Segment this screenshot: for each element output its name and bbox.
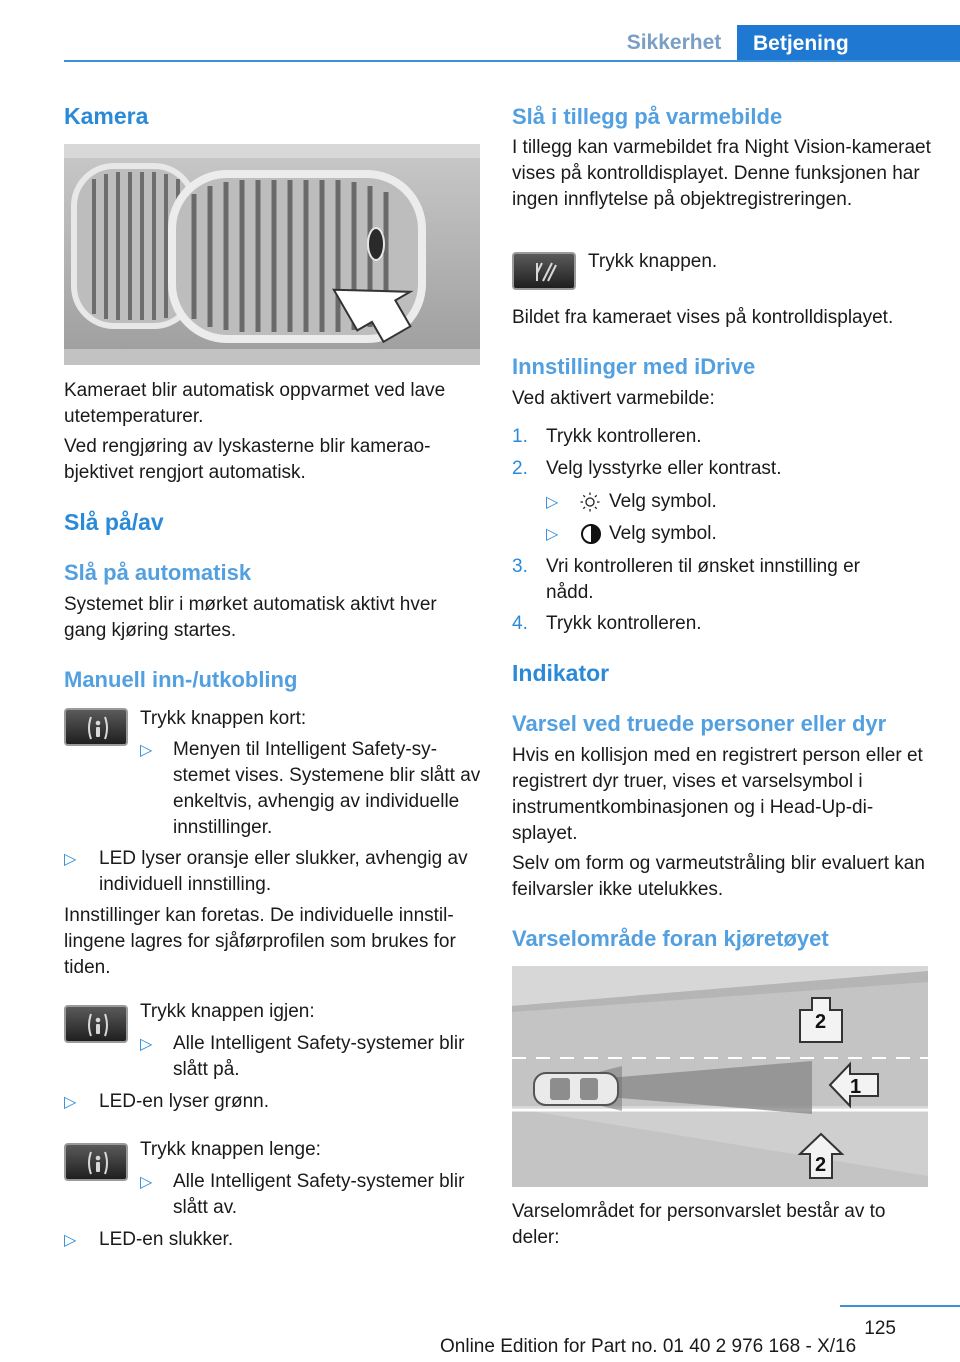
step-text: Velg lysstyrke eller kontrast.	[546, 458, 782, 479]
tab-betjening[interactable]: Betjening	[737, 25, 960, 62]
bullet-triangle-icon: ▷	[546, 494, 559, 511]
safety-icon	[86, 1012, 110, 1038]
varsel-paragraph-1: Hvis en kollisjon med en registrert person eller et registrert dyr truer, vises et varselsymbol i instrumentkombinasjonen og i Head-Up-displayet.	[512, 745, 923, 844]
header-rule	[64, 60, 960, 62]
varmebilde-paragraph: I tillegg kan varmebildet fra Night Vision-kameraet vises på kontrolldisplayet. Denne funksjonen har ingen innflytelse på objektregistreringen.	[512, 137, 931, 210]
subtitle-sla-pa-automatisk: Slå på automatisk	[64, 560, 252, 585]
section-title-indikator: Indikator	[512, 660, 610, 686]
bullet-triangle-icon: ▷	[140, 742, 153, 759]
lenge-item-2: LED-en slukker.	[99, 1229, 234, 1250]
step-text: Vri kontrolleren til ønsket innstilling er nådd.	[546, 556, 860, 603]
subtitle-manuell: Manuell inn-/utkobling	[64, 667, 298, 692]
subtitle-varsel: Varsel ved truede personer eller dyr	[512, 711, 887, 736]
tab-sikkerhet[interactable]: Sikkerhet	[626, 31, 722, 54]
trykk-lenge-label: Trykk knappen lenge:	[140, 1139, 321, 1160]
varsel-paragraph-2: Selv om form og varmeutstråling blir evaluert kan feilvarsler ikke utelukkes.	[512, 853, 925, 900]
igjen-item-1: Alle Intelligent Safety-systemer blir slått på.	[173, 1033, 465, 1080]
kort-item-1: Menyen til Intelligent Safety-systemet vises. Systemene blir slått av enkeltvis, avhengig av individuelle innstillinger.	[173, 739, 481, 838]
step-text: Trykk kontrolleren.	[546, 426, 702, 447]
step-text: Trykk kontrolleren.	[546, 613, 702, 634]
subtitle-varmebilde: Slå i tillegg på varmebilde	[512, 104, 783, 129]
brightness-icon	[580, 492, 600, 512]
sub-step-1: Velg symbol.	[609, 491, 717, 512]
zone-1-label: 1	[850, 1076, 862, 1098]
night-vision-icon	[534, 259, 558, 285]
subtitle-varselomrade: Varselområde foran kjøretøyet	[512, 926, 829, 951]
omrade-paragraph: Varselområdet for personvarslet består av to deler:	[512, 1201, 886, 1248]
zone-2-bottom-label: 2	[815, 1154, 827, 1176]
innstillinger-paragraph: Innstillinger kan foretas. De individuelle innstillingene lagres for sjåførprofilen som brukes for tiden.	[64, 905, 456, 978]
step-number: 2.	[512, 458, 528, 479]
bullet-triangle-icon: ▷	[64, 851, 77, 868]
step-number: 1.	[512, 426, 528, 447]
section-title-sla-pa-av: Slå på/av	[64, 509, 164, 535]
step-number: 4.	[512, 613, 528, 634]
lenge-item-1: Alle Intelligent Safety-systemer blir slått av.	[173, 1171, 465, 1218]
intelligent-safety-button[interactable]	[64, 1005, 128, 1043]
bullet-triangle-icon: ▷	[546, 526, 559, 543]
camera-grille-image	[64, 144, 480, 365]
bullet-triangle-icon: ▷	[140, 1036, 153, 1053]
zone-2-top-label: 2	[815, 1011, 827, 1033]
kamera-paragraph-1: Kameraet blir automatisk oppvarmet ved lave utetemperaturer.	[64, 380, 446, 427]
page-number: 125	[864, 1318, 896, 1339]
sub-step-2: Velg symbol.	[609, 523, 717, 544]
step-number: 3.	[512, 556, 528, 577]
trykk-kort-label: Trykk knappen kort:	[140, 708, 307, 729]
igjen-item-2: LED-en lyser grønn.	[99, 1091, 270, 1112]
ved-aktivert-label: Ved aktivert varmebilde:	[512, 388, 715, 409]
footer-rule	[840, 1305, 960, 1307]
section-title-kamera: Kamera	[64, 103, 149, 129]
warning-zone-diagram	[512, 966, 928, 1187]
safety-icon	[86, 715, 110, 741]
kamera-paragraph-2: Ved rengjøring av lyskasterne blir kameraobjektivet rengjort automatisk.	[64, 436, 431, 483]
bullet-triangle-icon: ▷	[64, 1094, 77, 1111]
edition-text: Online Edition for Part no. 01 40 2 976 168 - X/16	[440, 1336, 857, 1357]
intelligent-safety-button[interactable]	[64, 708, 128, 746]
trykk-igjen-label: Trykk knappen igjen:	[140, 1001, 315, 1022]
trykk-knappen-label: Trykk knappen.	[588, 251, 718, 272]
night-vision-button[interactable]	[512, 252, 576, 290]
bullet-triangle-icon: ▷	[64, 1232, 77, 1249]
kort-item-2: LED lyser oransje eller slukker, avhengig av individuell innstilling.	[99, 848, 468, 895]
safety-icon	[86, 1150, 110, 1176]
automatisk-paragraph: Systemet blir i mørket automatisk aktivt hver gang kjøring startes.	[64, 594, 437, 641]
subtitle-idrive: Innstillinger med iDrive	[512, 354, 756, 379]
bullet-triangle-icon: ▷	[140, 1174, 153, 1191]
intelligent-safety-button[interactable]	[64, 1143, 128, 1181]
contrast-icon	[580, 523, 602, 545]
bildet-paragraph: Bildet fra kameraet vises på kontrolldisplayet.	[512, 307, 894, 328]
